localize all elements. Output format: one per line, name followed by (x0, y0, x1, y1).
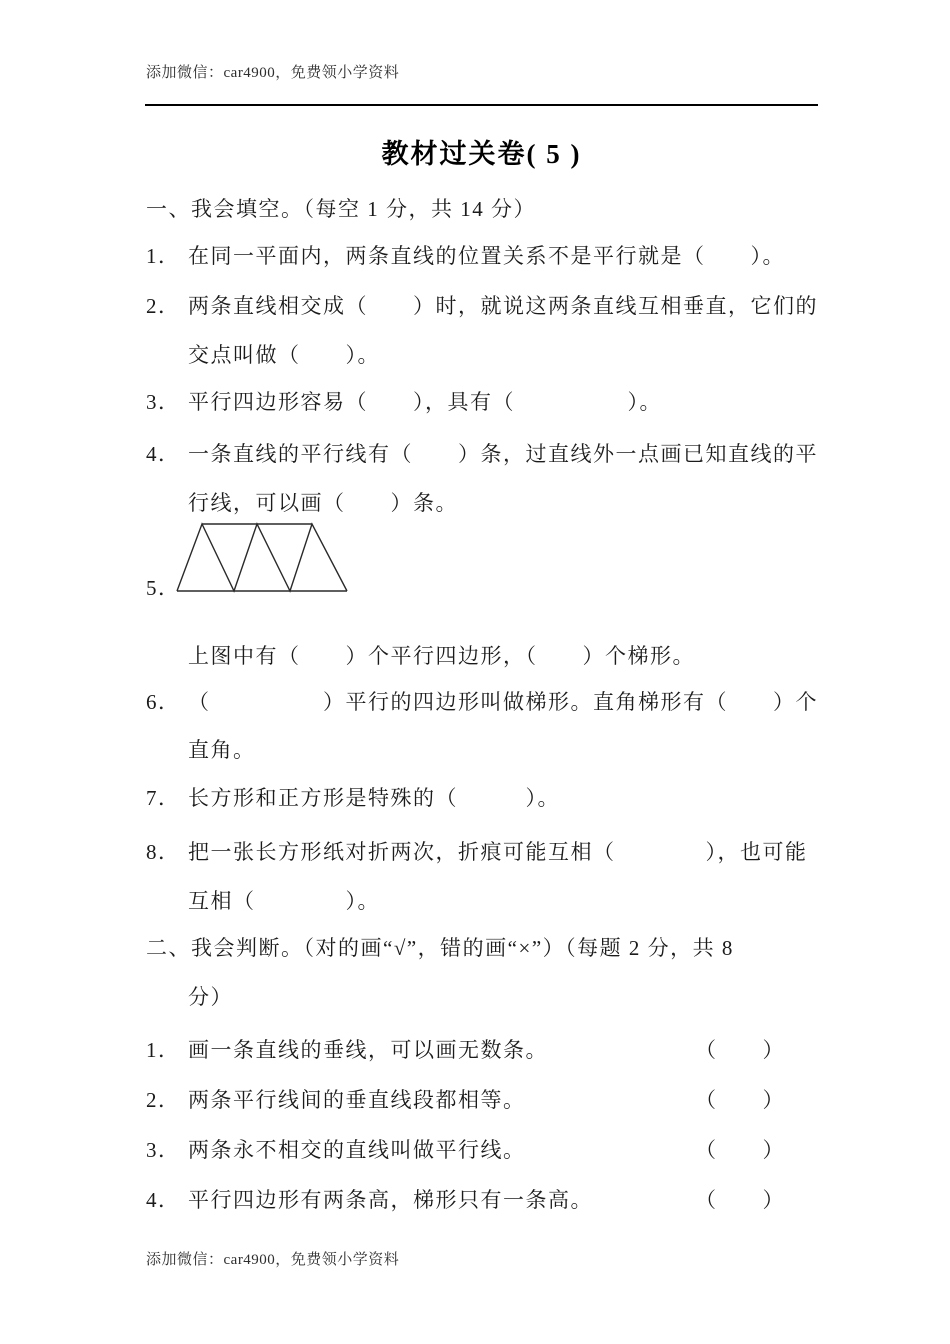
judge-answer-bracket-4: （ ） (695, 1188, 785, 1212)
judge-answer-bracket-3: （ ） (695, 1138, 785, 1162)
question-number: 6． (146, 690, 181, 714)
question-number: 8． (146, 840, 181, 864)
fill-question-8 (146, 836, 808, 866)
judge-question-4 (146, 1184, 593, 1214)
judge-question-2 (146, 1084, 526, 1114)
judge-answer-bracket-1: （ ） (695, 1038, 785, 1062)
fill-question-4-line2: 行线，可以画（ ）条。 (188, 491, 458, 515)
fill-question-5-caption: 上图中有（ ）个平行四边形，（ ）个梯形。 (188, 644, 695, 668)
section-judge-heading-line2: 分） (188, 985, 233, 1009)
question-text: 两条永不相交的直线叫做平行线。 (188, 1138, 526, 1162)
fill-question-8-line2: 互相（ ）。 (188, 889, 380, 913)
fill-question-6-line2: 直角。 (188, 738, 256, 762)
question-text: 画一条直线的垂线，可以画无数条。 (188, 1038, 548, 1062)
page-title: 教材过关卷( 5 ) (381, 139, 582, 169)
question-number: 2． (146, 294, 181, 318)
question-number: 3． (146, 1138, 181, 1162)
section-fill-heading: 一、我会填空。（每空 1 分，共 14 分） (146, 197, 536, 221)
question-text: （ ）平行的四边形叫做梯形。直角梯形有（ ）个 (188, 690, 818, 714)
fill-question-5-number: 5． (146, 576, 181, 600)
question-number: 1． (146, 244, 181, 268)
question-text: 平行四边形容易（ ），具有（ ）。 (188, 390, 662, 414)
fill-question-2-line2: 交点叫做（ ）。 (188, 343, 380, 367)
question-text: 长方形和正方形是特殊的（ ）。 (188, 786, 560, 810)
question-number: 7． (146, 786, 181, 810)
fill-question-4 (146, 438, 818, 468)
section-judge-heading-line1: 二、我会判断。（对的画“√”，错的画“×”）（每题 2 分，共 8 (146, 936, 734, 960)
question-number: 3． (146, 390, 181, 414)
question-number: 1． (146, 1038, 181, 1062)
judge-answer-bracket-2: （ ） (695, 1088, 785, 1112)
fill-question-1 (146, 240, 785, 270)
question-number: 2． (146, 1088, 181, 1112)
fill-question-3 (146, 386, 662, 416)
judge-question-1 (146, 1034, 548, 1064)
judge-question-3 (146, 1134, 526, 1164)
question-text: 两条直线相交成（ ）时，就说这两条直线互相垂直，它们的 (188, 294, 818, 318)
question-text: 在同一平面内，两条直线的位置关系不是平行就是（ ）。 (188, 244, 785, 268)
question-text: 平行四边形有两条高，梯形只有一条高。 (188, 1188, 593, 1212)
fill-question-7 (146, 782, 560, 812)
fill-question-2 (146, 290, 818, 320)
page-footer-note: 添加微信：car4900，免费领小学资料 (146, 1252, 400, 1268)
question-number: 4． (146, 1188, 181, 1212)
fill-question-6 (146, 686, 818, 716)
triangle-strip-figure (170, 516, 355, 598)
question-text: 一条直线的平行线有（ ）条，过直线外一点画已知直线的平 (188, 442, 818, 466)
question-text: 把一张长方形纸对折两次，折痕可能互相（ ），也可能 (188, 840, 808, 864)
page-header-note: 添加微信：car4900，免费领小学资料 (146, 65, 400, 81)
question-text: 两条平行线间的垂直线段都相等。 (188, 1088, 526, 1112)
question-number: 4． (146, 442, 181, 466)
header-divider (145, 104, 818, 106)
